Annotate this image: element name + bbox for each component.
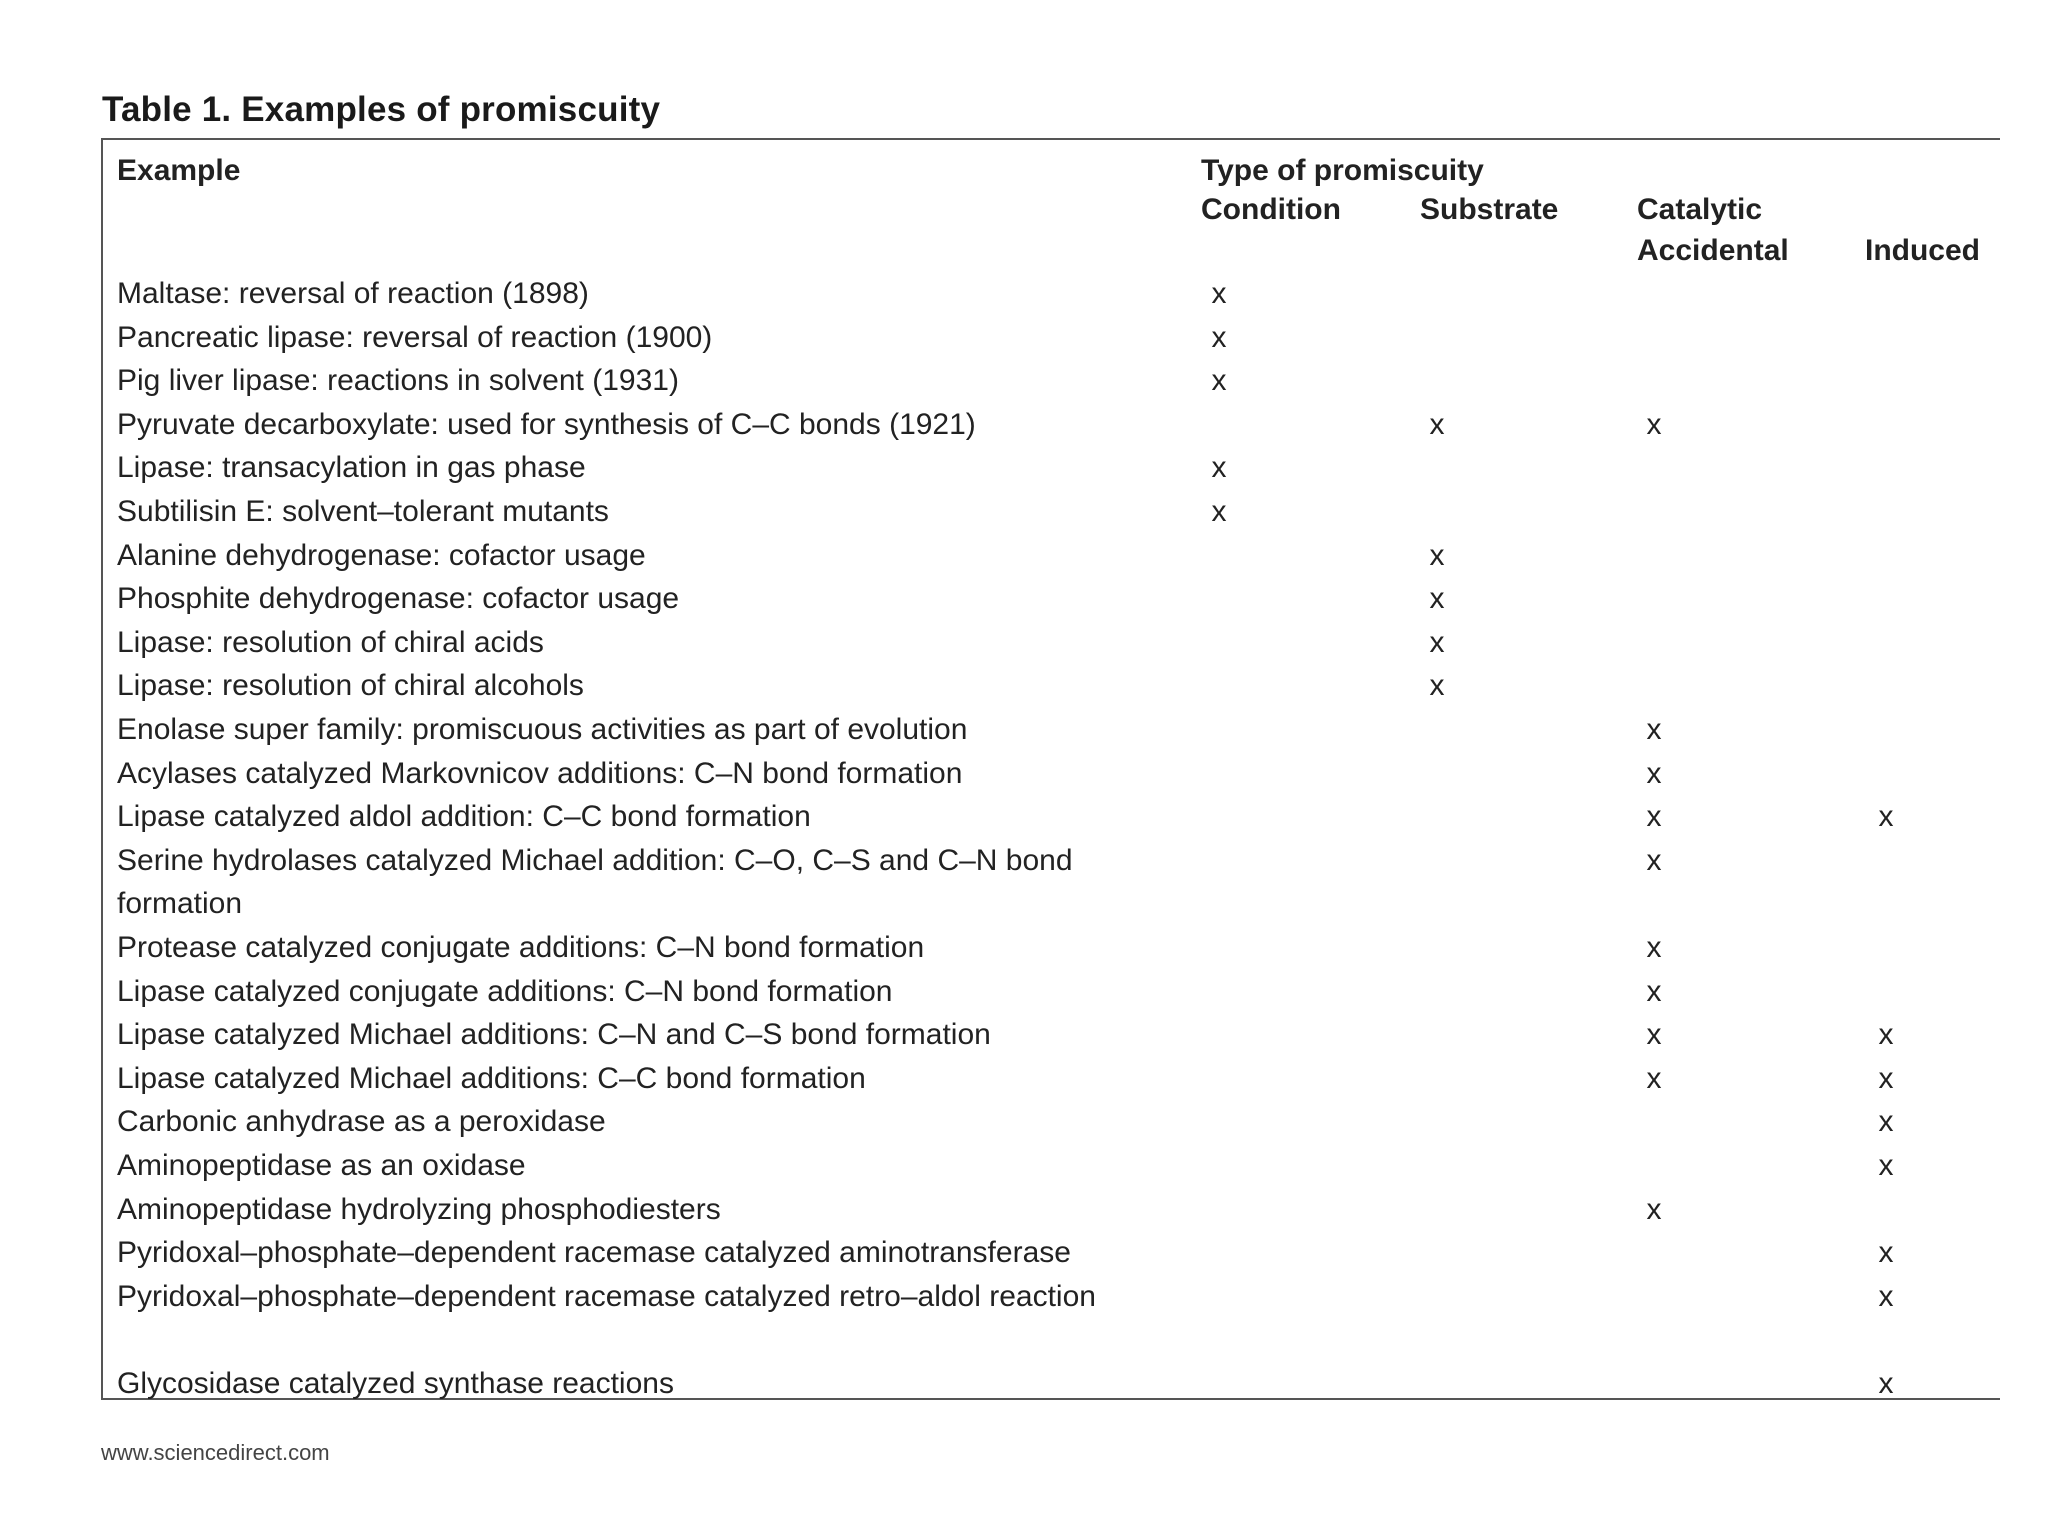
table-row bbox=[117, 359, 1997, 403]
substrate-mark: x bbox=[1429, 407, 1445, 441]
header-type-of-promiscuity: Type of promiscuity bbox=[1201, 154, 1484, 187]
example-cell: Glycosidase catalyzed synthase reactions bbox=[117, 1367, 674, 1400]
example-cell: Serine hydrolases catalyzed Michael addition: C–O, C–S and C–N bond formation bbox=[117, 843, 1073, 921]
table-row bbox=[117, 795, 1997, 839]
table-row bbox=[117, 1100, 1997, 1144]
accidental-mark: x bbox=[1646, 407, 1662, 441]
induced-mark: x bbox=[1878, 1149, 1894, 1182]
accidental-mark: x bbox=[1646, 756, 1662, 790]
accidental-mark: x bbox=[1646, 974, 1662, 1008]
table-row bbox=[117, 1057, 1997, 1101]
table-row bbox=[117, 490, 1997, 534]
table-row bbox=[117, 926, 1997, 970]
example-cell: Pyruvate decarboxylate: used for synthesis of C–C bonds (1921) bbox=[117, 407, 976, 441]
table-row bbox=[117, 446, 1997, 490]
table-row bbox=[117, 752, 1997, 796]
header-condition: Condition bbox=[1201, 193, 1341, 226]
example-cell: Lipase catalyzed Michael additions: C–C bond formation bbox=[117, 1061, 866, 1095]
table-row bbox=[117, 1188, 1997, 1232]
induced-mark: x bbox=[1878, 1279, 1894, 1313]
example-cell: Lipase: resolution of chiral alcohols bbox=[117, 669, 584, 703]
accidental-mark: x bbox=[1646, 1018, 1662, 1052]
header-induced: Induced bbox=[1865, 234, 1981, 267]
induced-mark: x bbox=[1878, 800, 1894, 834]
table-row bbox=[117, 664, 1997, 708]
table-row bbox=[117, 577, 1997, 621]
example-cell: Acylases catalyzed Markovnicov additions: C–N bond formation bbox=[117, 756, 963, 790]
induced-mark: x bbox=[1878, 1018, 1894, 1052]
example-cell: Enolase super family: promiscuous activities as part of evolution bbox=[117, 713, 968, 746]
condition-mark: x bbox=[1211, 320, 1227, 354]
table-row bbox=[117, 1231, 1997, 1275]
example-cell: Lipase catalyzed Michael additions: C–N and C–S bond formation bbox=[117, 1018, 991, 1052]
example-cell: Alanine dehydrogenase: cofactor usage bbox=[117, 538, 646, 572]
condition-mark: x bbox=[1211, 277, 1227, 310]
table-row bbox=[117, 839, 1997, 926]
table-row bbox=[117, 970, 1997, 1014]
example-cell: Carbonic anhydrase as a peroxidase bbox=[117, 1105, 606, 1139]
example-cell: Pig liver lipase: reactions in solvent (1931) bbox=[117, 364, 679, 398]
condition-mark: x bbox=[1211, 364, 1227, 398]
example-cell: Pyridoxal–phosphate–dependent racemase catalyzed aminotransferase bbox=[117, 1236, 1071, 1270]
accidental-mark: x bbox=[1646, 931, 1662, 964]
header-example: Example bbox=[117, 154, 241, 187]
example-cell: Lipase: resolution of chiral acids bbox=[117, 625, 544, 659]
induced-mark: x bbox=[1878, 1367, 1894, 1400]
example-cell: Aminopeptidase as an oxidase bbox=[117, 1149, 526, 1182]
condition-mark: x bbox=[1211, 451, 1227, 485]
example-cell: Lipase: transacylation in gas phase bbox=[117, 451, 586, 485]
table-row bbox=[117, 1275, 1997, 1362]
table-title: Table 1. Examples of promiscuity bbox=[102, 90, 661, 129]
example-cell: Aminopeptidase hydrolyzing phosphodiesters bbox=[117, 1192, 721, 1226]
example-cell: Phosphite dehydrogenase: cofactor usage bbox=[117, 582, 680, 616]
accidental-mark: x bbox=[1646, 713, 1662, 746]
example-cell: Subtilisin E: solvent–tolerant mutants bbox=[117, 495, 609, 528]
accidental-mark: x bbox=[1646, 843, 1662, 877]
condition-mark: x bbox=[1211, 495, 1227, 528]
substrate-mark: x bbox=[1429, 669, 1445, 703]
source-url: www.sciencedirect.com bbox=[101, 1440, 330, 1465]
example-cell: Maltase: reversal of reaction (1898) bbox=[117, 277, 589, 310]
example-cell: Protease catalyzed conjugate additions: C–N bond formation bbox=[117, 931, 925, 964]
accidental-mark: x bbox=[1646, 1061, 1662, 1095]
table-row bbox=[117, 1144, 1997, 1188]
accidental-mark: x bbox=[1646, 800, 1662, 834]
table-row bbox=[117, 1362, 1997, 1406]
example-cell: Lipase catalyzed aldol addition: C–C bond formation bbox=[117, 800, 811, 834]
table-row bbox=[117, 621, 1997, 665]
header-accidental: Accidental bbox=[1637, 234, 1789, 267]
table-row bbox=[117, 534, 1997, 578]
induced-mark: x bbox=[1878, 1061, 1894, 1095]
substrate-mark: x bbox=[1429, 625, 1445, 659]
table-row bbox=[117, 316, 1997, 360]
substrate-mark: x bbox=[1429, 582, 1445, 616]
table-row bbox=[117, 1013, 1997, 1057]
header-substrate: Substrate bbox=[1420, 193, 1559, 226]
example-cell: Pyridoxal–phosphate–dependent racemase catalyzed retro–aldol reaction bbox=[117, 1279, 1096, 1313]
example-cell: Pancreatic lipase: reversal of reaction (1900) bbox=[117, 320, 713, 354]
example-cell: Lipase catalyzed conjugate additions: C–N bond formation bbox=[117, 974, 893, 1008]
table-row bbox=[117, 403, 1997, 447]
substrate-mark: x bbox=[1429, 538, 1445, 572]
table-row bbox=[117, 708, 1997, 752]
induced-mark: x bbox=[1878, 1236, 1894, 1270]
table-row bbox=[117, 272, 1997, 316]
header-catalytic: Catalytic bbox=[1637, 193, 1763, 226]
induced-mark: x bbox=[1878, 1105, 1894, 1139]
accidental-mark: x bbox=[1646, 1192, 1662, 1226]
